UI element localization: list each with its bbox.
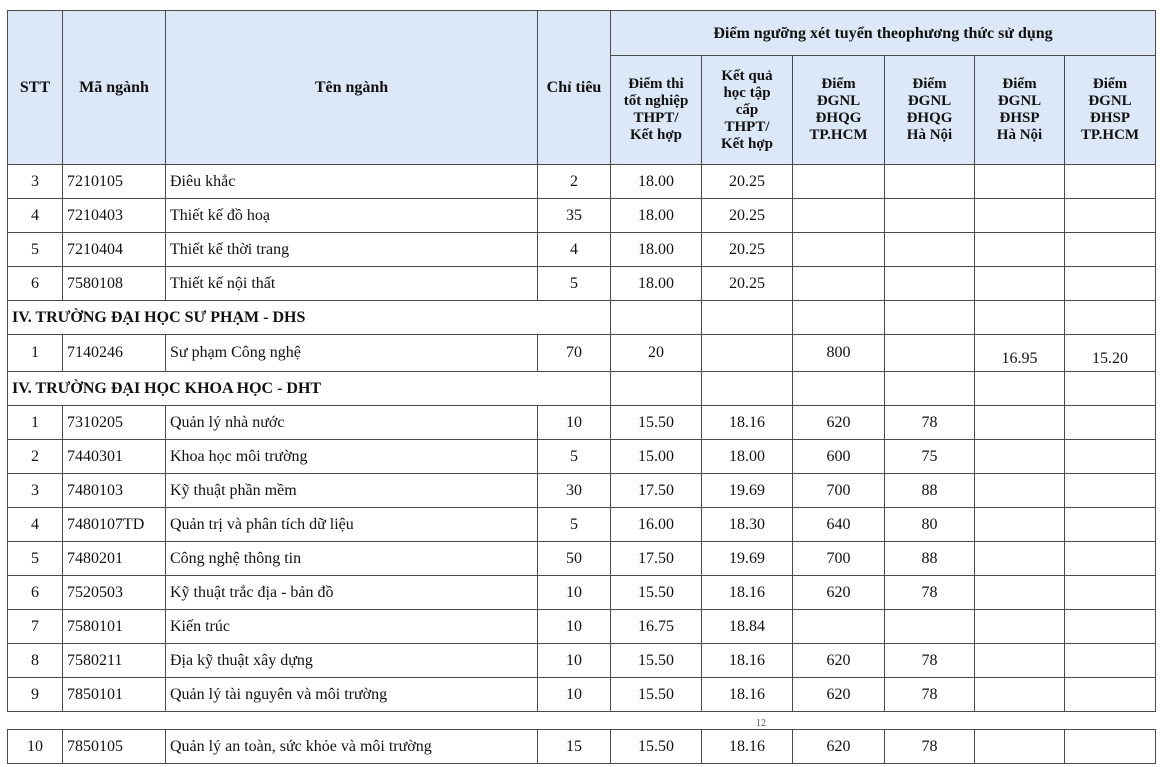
cell-ma-nganh: 7850105 — [63, 730, 166, 764]
table-row — [8, 508, 1156, 542]
cell-dgnl-hcm — [793, 165, 885, 199]
header-method-line: Hà Nội — [996, 127, 1043, 143]
cell-ket-qua-hoc-tap: 19.69 — [702, 474, 793, 508]
table-row — [8, 678, 1156, 712]
cell-chi-tieu: 2 — [538, 165, 611, 199]
cell-dgnl-dhsp-hn: 16.95 — [975, 335, 1065, 372]
cell-dgnl-hn: 78 — [885, 678, 975, 712]
cell-chi-tieu: 70 — [538, 335, 611, 372]
cell-chi-tieu: 10 — [538, 678, 611, 712]
cell-chi-tieu: 5 — [538, 267, 611, 301]
cell-dgnl-hn — [885, 233, 975, 267]
cell-dgnl-dhsp-hcm — [1065, 508, 1156, 542]
cell-dgnl-hn: 78 — [885, 730, 975, 764]
cell-diem-thpt: 15.50 — [611, 730, 702, 764]
empty-cell — [1065, 301, 1156, 335]
cell-stt: 4 — [8, 199, 63, 233]
header-method-5 — [975, 56, 1065, 165]
empty-cell — [885, 372, 975, 406]
header-method-line: ĐGNL — [1088, 93, 1132, 109]
cell-dgnl-dhsp-hcm — [1065, 406, 1156, 440]
header-chi-tieu: Chỉ tiêu — [538, 11, 611, 165]
cell-stt: 1 — [8, 406, 63, 440]
cell-ten-nganh: Kiến trúc — [166, 610, 538, 644]
cell-ket-qua-hoc-tap: 20.25 — [702, 267, 793, 301]
cell-chi-tieu: 10 — [538, 576, 611, 610]
cell-ten-nganh: Thiết kế nội thất — [166, 267, 538, 301]
cell-diem-thpt: 20 — [611, 335, 702, 372]
cell-ma-nganh: 7480107TD — [63, 508, 166, 542]
cell-chi-tieu: 5 — [538, 508, 611, 542]
header-method-line: ĐHSP — [1089, 110, 1130, 126]
cell-chi-tieu: 10 — [538, 406, 611, 440]
empty-cell — [793, 301, 885, 335]
cell-chi-tieu: 5 — [538, 440, 611, 474]
cell-dgnl-hn — [885, 335, 975, 372]
section-row — [8, 301, 1156, 335]
cell-stt: 2 — [8, 440, 63, 474]
cell-stt: 6 — [8, 576, 63, 610]
table-row — [8, 440, 1156, 474]
cell-ma-nganh: 7440301 — [63, 440, 166, 474]
cell-ten-nganh: Kỹ thuật trắc địa - bản đồ — [166, 576, 538, 610]
cell-dgnl-hcm — [793, 610, 885, 644]
cell-ma-nganh: 7140246 — [63, 335, 166, 372]
cell-dgnl-hn — [885, 267, 975, 301]
cell-diem-thpt: 17.50 — [611, 474, 702, 508]
cell-ten-nganh: Quản lý nhà nước — [166, 406, 538, 440]
header-method-4 — [885, 56, 975, 165]
cell-dgnl-hcm — [793, 199, 885, 233]
cell-ket-qua-hoc-tap: 18.16 — [702, 644, 793, 678]
cell-dgnl-hcm: 640 — [793, 508, 885, 542]
cell-ten-nganh: Thiết kế thời trang — [166, 233, 538, 267]
cell-ten-nganh: Kỹ thuật phần mềm — [166, 474, 538, 508]
cell-diem-thpt: 16.00 — [611, 508, 702, 542]
cell-stt: 8 — [8, 644, 63, 678]
header-method-line: tốt nghiệp — [623, 93, 689, 109]
cell-dgnl-dhsp-hn — [975, 576, 1065, 610]
cell-dgnl-hcm — [793, 267, 885, 301]
header-method-line: ĐHQG — [815, 110, 862, 126]
cell-diem-thpt: 17.50 — [611, 542, 702, 576]
cell-dgnl-dhsp-hn — [975, 165, 1065, 199]
cell-dgnl-dhsp-hcm — [1065, 267, 1156, 301]
cell-dgnl-dhsp-hn — [975, 474, 1065, 508]
cell-ma-nganh: 7210403 — [63, 199, 166, 233]
cell-dgnl-hcm: 800 — [793, 335, 885, 372]
cell-chi-tieu: 50 — [538, 542, 611, 576]
header-method-group: Điểm ngưỡng xét tuyển theophương thức sử dụng — [611, 11, 1156, 56]
cell-dgnl-hn — [885, 199, 975, 233]
table-row — [8, 542, 1156, 576]
cell-dgnl-hn — [885, 610, 975, 644]
cell-dgnl-hn: 80 — [885, 508, 975, 542]
cell-dgnl-hn — [885, 165, 975, 199]
empty-cell — [611, 372, 702, 406]
cell-dgnl-dhsp-hcm — [1065, 199, 1156, 233]
cell-dgnl-dhsp-hn — [975, 644, 1065, 678]
empty-cell — [975, 372, 1065, 406]
cell-dgnl-dhsp-hcm: 15.20 — [1065, 335, 1156, 372]
empty-cell — [975, 301, 1065, 335]
cell-chi-tieu: 35 — [538, 199, 611, 233]
header-stt: STT — [8, 11, 63, 165]
cell-ma-nganh: 7580211 — [63, 644, 166, 678]
cell-dgnl-dhsp-hcm — [1065, 610, 1156, 644]
header-method-line: ĐGNL — [997, 93, 1042, 109]
header-method-line: Kết quả — [721, 67, 773, 84]
table-row — [8, 233, 1156, 267]
header-method-1 — [611, 56, 702, 165]
cell-dgnl-hcm: 620 — [793, 678, 885, 712]
table-row — [8, 199, 1156, 233]
cell-ket-qua-hoc-tap: 18.16 — [702, 730, 793, 764]
cell-dgnl-hn: 78 — [885, 406, 975, 440]
table-row — [8, 165, 1156, 199]
cell-ket-qua-hoc-tap: 19.69 — [702, 542, 793, 576]
cell-dgnl-hcm: 600 — [793, 440, 885, 474]
admission-score-table-continued — [7, 729, 1156, 764]
table-row — [8, 474, 1156, 508]
cell-diem-thpt: 15.50 — [611, 576, 702, 610]
header-ma-nganh: Mã ngành — [63, 11, 166, 165]
section-title: IV. TRƯỜNG ĐẠI HỌC SƯ PHẠM - DHS — [8, 301, 611, 335]
cell-dgnl-dhsp-hcm — [1065, 542, 1156, 576]
cell-dgnl-dhsp-hn — [975, 730, 1065, 764]
cell-dgnl-hcm: 700 — [793, 474, 885, 508]
header-method-line: THPT/ — [633, 110, 679, 126]
cell-diem-thpt: 18.00 — [611, 233, 702, 267]
cell-ten-nganh: Sư phạm Công nghệ — [166, 335, 538, 372]
cell-chi-tieu: 10 — [538, 610, 611, 644]
header-method-line: TP.HCM — [1080, 127, 1140, 143]
cell-diem-thpt: 18.00 — [611, 267, 702, 301]
header-method-line: THPT/ — [724, 118, 770, 135]
cell-ma-nganh: 7850101 — [63, 678, 166, 712]
header-method-line: ĐGNL — [907, 93, 952, 109]
cell-stt: 10 — [8, 730, 63, 764]
cell-dgnl-hn: 88 — [885, 474, 975, 508]
table-row — [8, 335, 1156, 372]
cell-ten-nganh: Quản lý an toàn, sức khỏe và môi trường — [166, 730, 538, 764]
header-method-3 — [793, 56, 885, 165]
cell-dgnl-hcm — [793, 233, 885, 267]
header-method-6 — [1065, 56, 1156, 165]
cell-diem-thpt: 15.00 — [611, 440, 702, 474]
section-title: IV. TRƯỜNG ĐẠI HỌC KHOA HỌC - DHT — [8, 372, 611, 406]
cell-ket-qua-hoc-tap: 18.16 — [702, 678, 793, 712]
cell-diem-thpt: 15.50 — [611, 678, 702, 712]
cell-stt: 6 — [8, 267, 63, 301]
header-method-line: Kết hợp — [720, 135, 774, 152]
header-method-line: ĐHQG — [906, 110, 953, 126]
cell-diem-thpt: 15.50 — [611, 644, 702, 678]
cell-dgnl-hn: 78 — [885, 644, 975, 678]
header-method-line: Điểm — [1002, 76, 1037, 92]
header-method-line: Điểm — [821, 76, 856, 92]
cell-diem-thpt: 16.75 — [611, 610, 702, 644]
cell-dgnl-hn: 78 — [885, 576, 975, 610]
cell-dgnl-hcm: 620 — [793, 644, 885, 678]
cell-ket-qua-hoc-tap: 18.30 — [702, 508, 793, 542]
cell-dgnl-dhsp-hn — [975, 233, 1065, 267]
cell-stt: 4 — [8, 508, 63, 542]
cell-ten-nganh: Công nghệ thông tin — [166, 542, 538, 576]
cell-ten-nganh: Quản lý tài nguyên và môi trường — [166, 678, 538, 712]
header-method-line: Điểm — [912, 76, 947, 92]
cell-ten-nganh: Khoa học môi trường — [166, 440, 538, 474]
cell-ten-nganh: Địa kỹ thuật xây dựng — [166, 644, 538, 678]
cell-dgnl-dhsp-hn — [975, 508, 1065, 542]
cell-dgnl-dhsp-hcm — [1065, 474, 1156, 508]
cell-dgnl-dhsp-hn — [975, 610, 1065, 644]
cell-ma-nganh: 7210404 — [63, 233, 166, 267]
section-row — [8, 372, 1156, 406]
cell-dgnl-dhsp-hcm — [1065, 576, 1156, 610]
cell-chi-tieu: 15 — [538, 730, 611, 764]
empty-cell — [611, 301, 702, 335]
cell-dgnl-dhsp-hn — [975, 542, 1065, 576]
cell-ten-nganh: Quản trị và phân tích dữ liệu — [166, 508, 538, 542]
table-row — [8, 576, 1156, 610]
cell-stt: 1 — [8, 335, 63, 372]
cell-ma-nganh: 7520503 — [63, 576, 166, 610]
cell-ket-qua-hoc-tap: 20.25 — [702, 165, 793, 199]
cell-dgnl-dhsp-hn — [975, 678, 1065, 712]
cell-dgnl-dhsp-hcm — [1065, 165, 1156, 199]
empty-cell — [702, 301, 793, 335]
table-row — [8, 644, 1156, 678]
header-method-line: học tập — [723, 84, 771, 101]
cell-dgnl-hcm: 620 — [793, 730, 885, 764]
table-row — [8, 610, 1156, 644]
header-method-line: Điểm thi — [628, 76, 684, 92]
cell-dgnl-dhsp-hn — [975, 440, 1065, 474]
cell-diem-thpt: 18.00 — [611, 199, 702, 233]
cell-ma-nganh: 7580108 — [63, 267, 166, 301]
header-method-line: cấp — [735, 101, 759, 118]
cell-dgnl-dhsp-hn — [975, 267, 1065, 301]
cell-ket-qua-hoc-tap: 20.25 — [702, 199, 793, 233]
cell-dgnl-hn: 75 — [885, 440, 975, 474]
header-method-line: Hà Nội — [906, 127, 953, 143]
empty-cell — [793, 372, 885, 406]
cell-ket-qua-hoc-tap: 20.25 — [702, 233, 793, 267]
cell-ten-nganh: Thiết kế đồ hoạ — [166, 199, 538, 233]
cell-chi-tieu: 30 — [538, 474, 611, 508]
header-method-line: Kết hợp — [629, 127, 683, 143]
cell-dgnl-dhsp-hcm — [1065, 730, 1156, 764]
table-row — [8, 267, 1156, 301]
empty-cell — [885, 301, 975, 335]
cell-ma-nganh: 7580101 — [63, 610, 166, 644]
cell-stt: 7 — [8, 610, 63, 644]
cell-stt: 3 — [8, 165, 63, 199]
cell-diem-thpt: 18.00 — [611, 165, 702, 199]
cell-ket-qua-hoc-tap: 18.16 — [702, 576, 793, 610]
cell-ma-nganh: 7480103 — [63, 474, 166, 508]
admission-score-table — [7, 10, 1156, 712]
empty-cell — [1065, 372, 1156, 406]
header-method-line: ĐHSP — [999, 110, 1040, 126]
cell-stt: 5 — [8, 542, 63, 576]
cell-dgnl-hcm: 620 — [793, 576, 885, 610]
cell-dgnl-dhsp-hcm — [1065, 233, 1156, 267]
header-method-line: TP.HCM — [809, 127, 868, 143]
cell-dgnl-hcm: 620 — [793, 406, 885, 440]
cell-ket-qua-hoc-tap: 18.16 — [702, 406, 793, 440]
cell-dgnl-dhsp-hcm — [1065, 440, 1156, 474]
table-row — [8, 406, 1156, 440]
cell-ket-qua-hoc-tap: 18.00 — [702, 440, 793, 474]
cell-dgnl-dhsp-hn — [975, 199, 1065, 233]
cell-ma-nganh: 7310205 — [63, 406, 166, 440]
cell-ma-nganh: 7210105 — [63, 165, 166, 199]
header-method-line: Điểm — [1092, 76, 1128, 92]
cell-ten-nganh: Điêu khắc — [166, 165, 538, 199]
cell-dgnl-dhsp-hcm — [1065, 644, 1156, 678]
header-ten-nganh: Tên ngành — [166, 11, 538, 165]
table-row — [8, 730, 1156, 764]
header-method-2 — [702, 56, 793, 165]
cell-ket-qua-hoc-tap — [702, 335, 793, 372]
cell-dgnl-hcm: 700 — [793, 542, 885, 576]
cell-stt: 5 — [8, 233, 63, 267]
cell-ket-qua-hoc-tap: 18.84 — [702, 610, 793, 644]
cell-dgnl-hn: 88 — [885, 542, 975, 576]
cell-stt: 3 — [8, 474, 63, 508]
cell-dgnl-dhsp-hn — [975, 406, 1065, 440]
header-method-line: ĐGNL — [816, 93, 861, 109]
cell-stt: 9 — [8, 678, 63, 712]
cell-dgnl-dhsp-hcm — [1065, 678, 1156, 712]
cell-chi-tieu: 4 — [538, 233, 611, 267]
empty-cell — [702, 372, 793, 406]
cell-chi-tieu: 10 — [538, 644, 611, 678]
cell-ma-nganh: 7480201 — [63, 542, 166, 576]
page-mark: 12 — [756, 718, 766, 729]
cell-diem-thpt: 15.50 — [611, 406, 702, 440]
